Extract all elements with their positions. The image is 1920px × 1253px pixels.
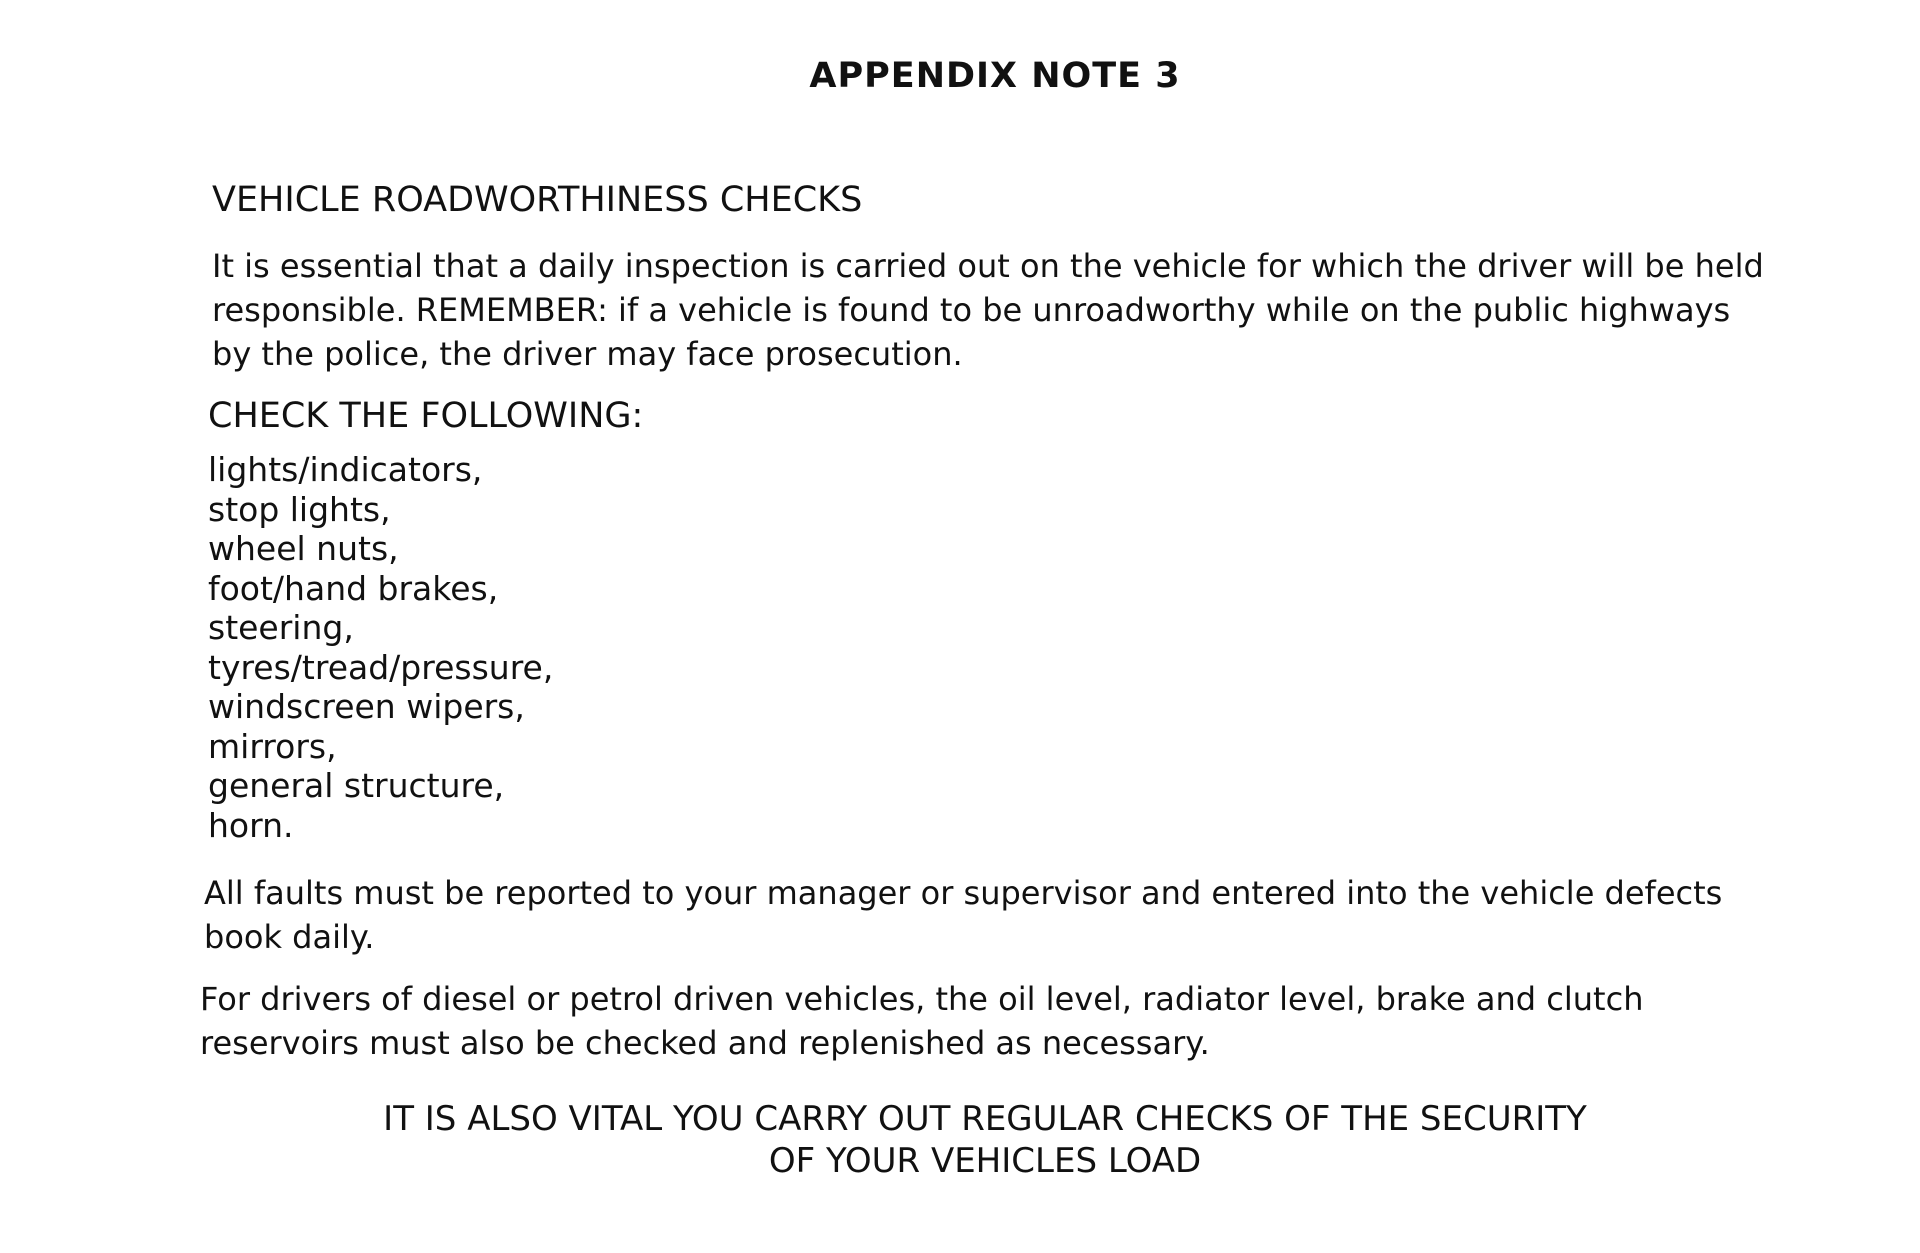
closing-line-2: OF YOUR VEHICLES LOAD xyxy=(768,1141,1202,1181)
check-item: lights/indicators, xyxy=(208,450,483,489)
closing-statement xyxy=(340,1098,1630,1182)
check-item: stop lights, xyxy=(208,489,391,529)
appendix-title: APPENDIX NOTE 3 xyxy=(809,56,1181,96)
check-heading: CHECK THE FOLLOWING: xyxy=(208,396,644,436)
check-item: horn. xyxy=(208,805,294,845)
intro-paragraph: It is essential that a daily inspection is carried out on the vehicle for which the driver will be held responsible. REMEMBER: if a vehicle is found to be unroadworthy while on the public highways by the police, the driver may face prosecution. xyxy=(212,247,1764,373)
check-item: foot/hand brakes, xyxy=(208,568,499,608)
check-item: tyres/tread/pressure, xyxy=(208,647,554,687)
check-item: windscreen wipers, xyxy=(208,687,525,726)
faults-paragraph: All faults must be reported to your manager or supervisor and entered into the vehicle defects book daily. xyxy=(204,874,1723,956)
section-heading: VEHICLE ROADWORTHINESS CHECKS xyxy=(212,180,863,220)
check-item: steering, xyxy=(208,608,354,647)
check-item: wheel nuts, xyxy=(208,529,399,568)
closing-line-1: IT IS ALSO VITAL YOU CARRY OUT REGULAR CHECKS OF THE SECURITY xyxy=(383,1099,1587,1139)
check-list xyxy=(208,450,1768,845)
check-item: mirrors, xyxy=(208,726,337,766)
drivers-paragraph: For drivers of diesel or petrol driven vehicles, the oil level, radiator level, brake and clutch reservoirs must also be checked and replenished as necessary. xyxy=(200,980,1644,1062)
check-item: general structure, xyxy=(208,766,505,805)
document-body xyxy=(200,178,1768,1083)
